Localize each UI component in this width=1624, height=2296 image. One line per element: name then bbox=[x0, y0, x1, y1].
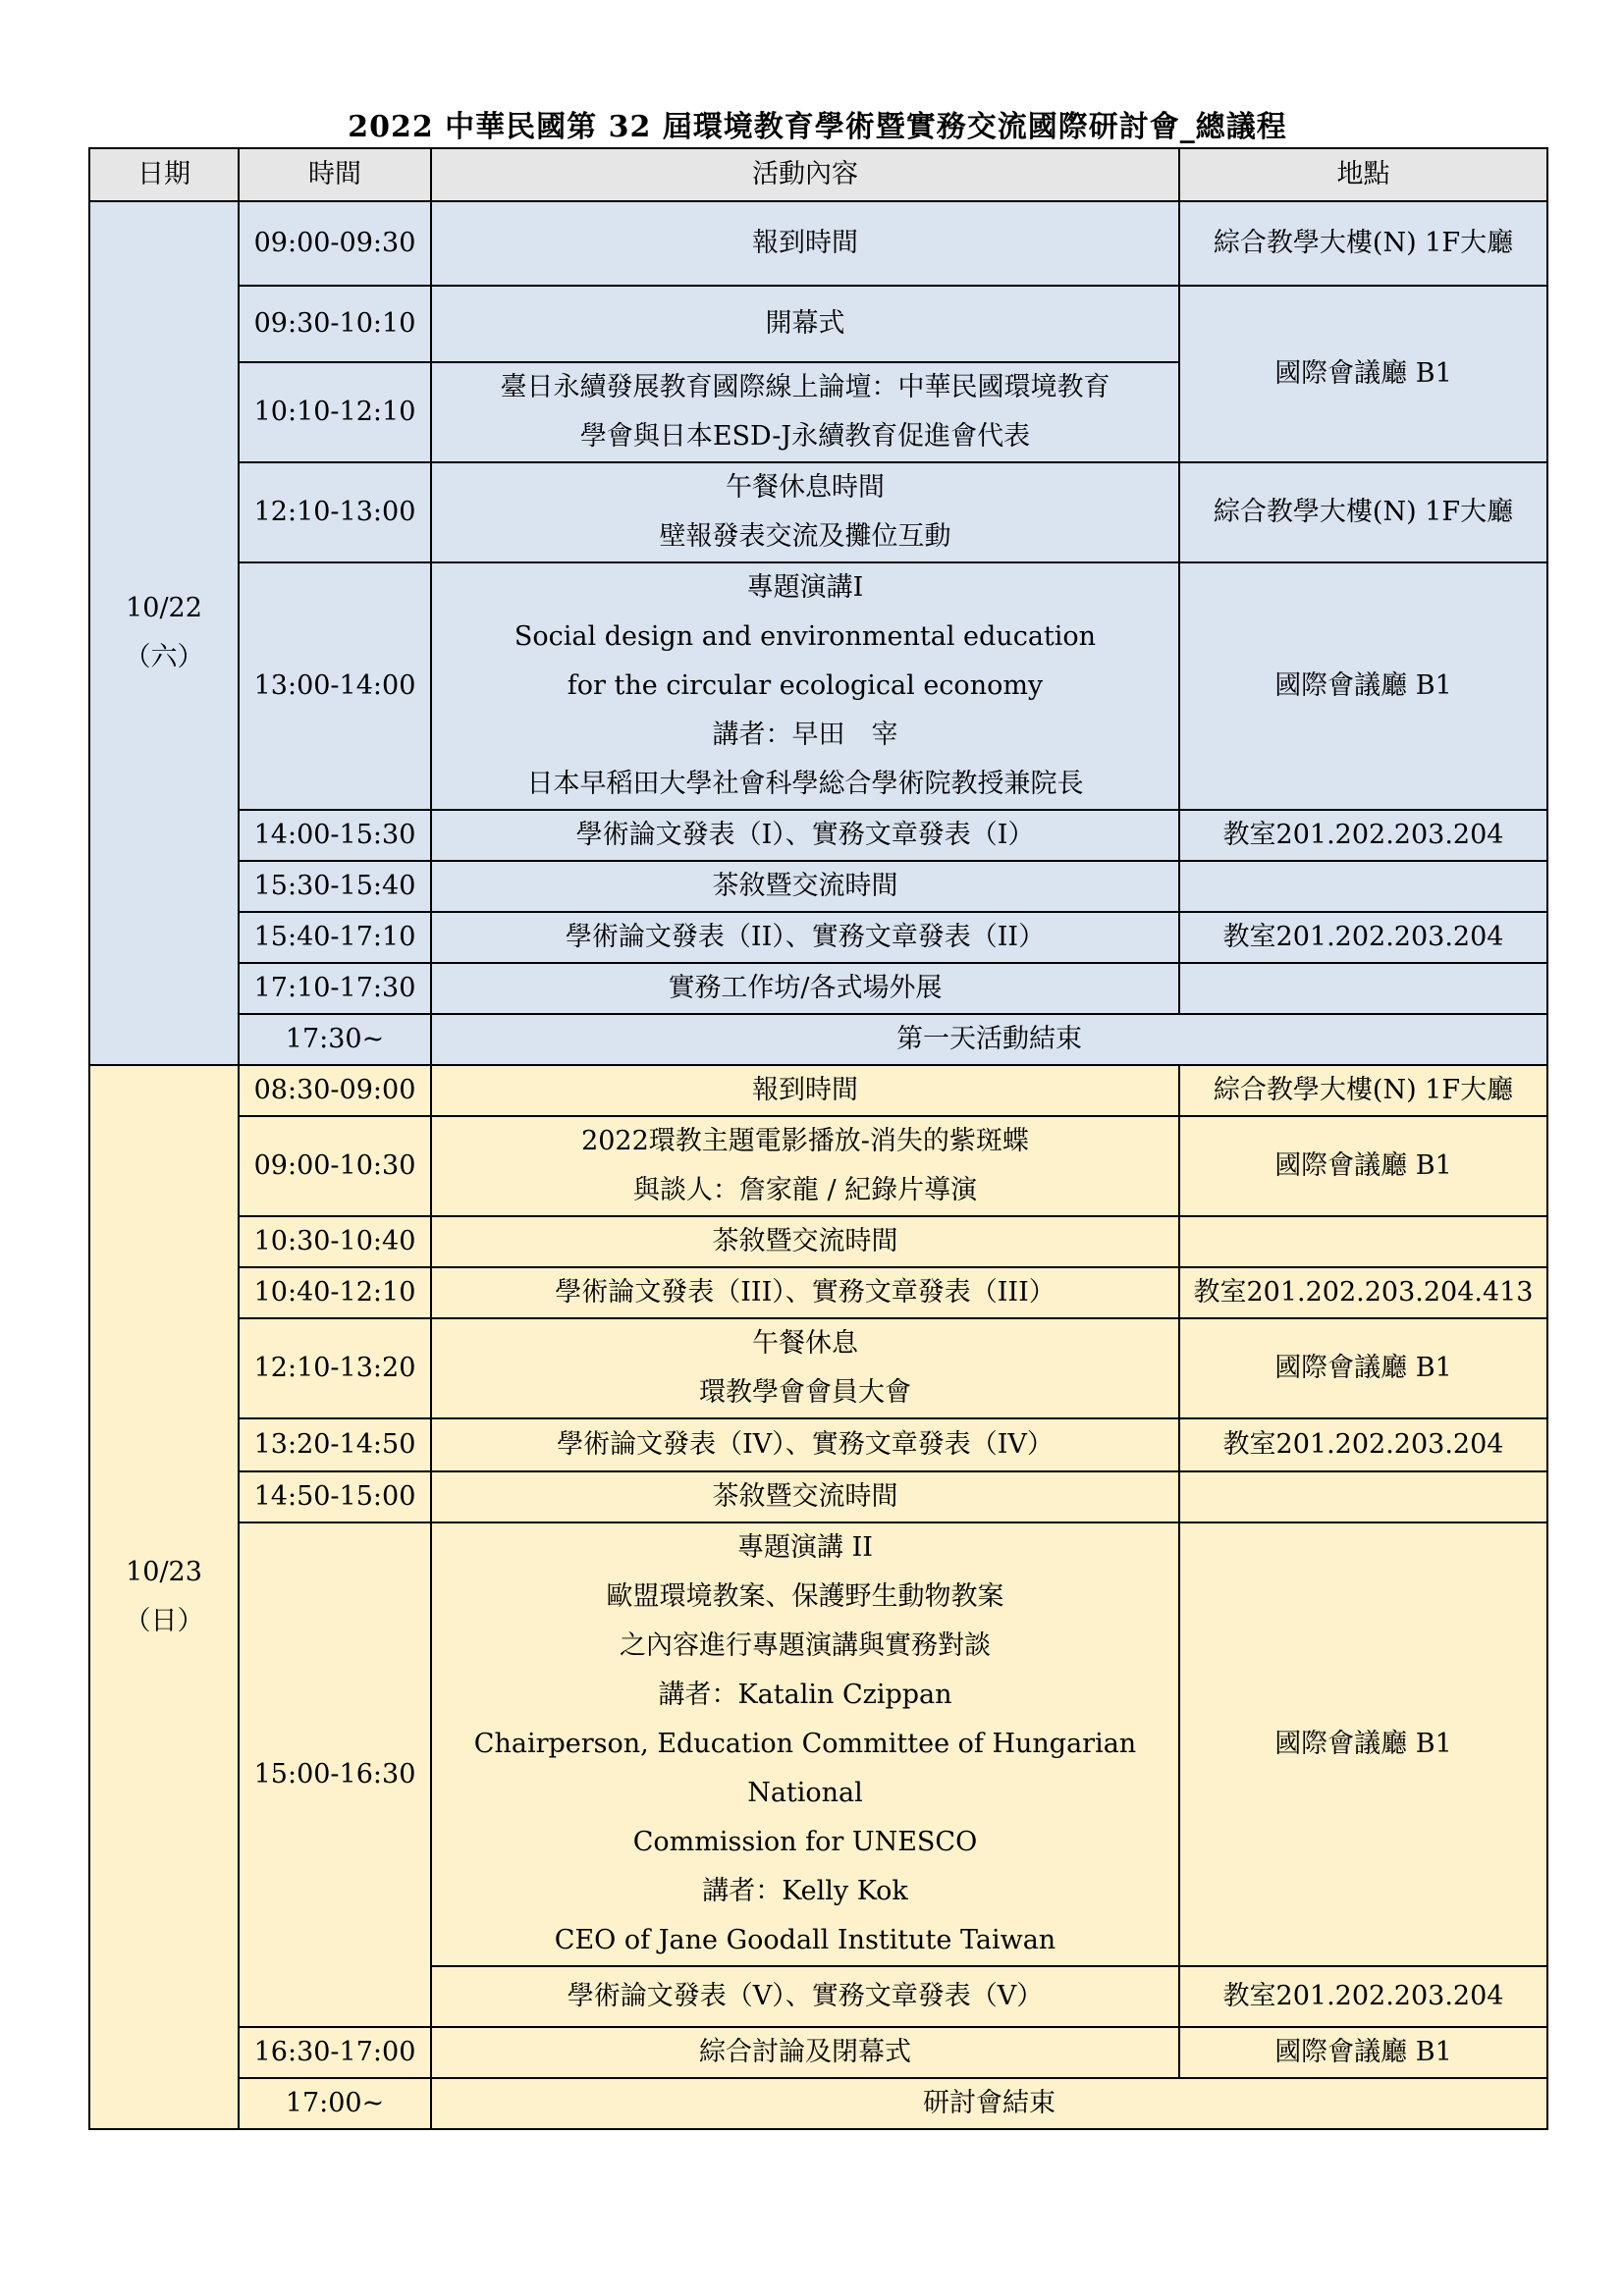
time-cell: 15:00-16:30 bbox=[239, 1522, 431, 2027]
table-row bbox=[89, 963, 1547, 1014]
table-row bbox=[89, 861, 1547, 912]
content-line: 茶敘暨交流時間 bbox=[712, 1226, 898, 1256]
content-line: 學術論文發表（I）、實務文章發表（I） bbox=[575, 820, 1035, 850]
time-cell: 16:30-17:00 bbox=[239, 2027, 431, 2078]
time-cell: 08:30-09:00 bbox=[239, 1065, 431, 1116]
time-cell: 14:00-15:30 bbox=[239, 810, 431, 861]
table-row bbox=[89, 1522, 1547, 1966]
table-row bbox=[89, 912, 1547, 963]
venue-cell bbox=[1179, 963, 1547, 1014]
time-cell: 17:30~ bbox=[239, 1014, 431, 1065]
content-line: 茶敘暨交流時間 bbox=[712, 1481, 898, 1512]
day2-date: 10/23 bbox=[126, 1557, 202, 1587]
content-cell bbox=[431, 1267, 1179, 1318]
content-cell bbox=[431, 1418, 1179, 1471]
time-cell: 09:30-10:10 bbox=[239, 286, 431, 362]
content-cell bbox=[431, 1966, 1179, 2027]
content-line: 報到時間 bbox=[752, 228, 858, 258]
table-row bbox=[89, 2078, 1547, 2129]
table-row bbox=[89, 1014, 1547, 1065]
time-cell: 12:10-13:20 bbox=[239, 1318, 431, 1418]
content-line: for the circular ecological economy bbox=[567, 670, 1044, 701]
content-line: Chairperson, Education Committee of Hungarian National bbox=[473, 1729, 1137, 1808]
day2-weekday: （日） bbox=[124, 1606, 204, 1636]
content-cell bbox=[431, 2078, 1547, 2129]
content-line: 學術論文發表（II）、實務文章發表（II） bbox=[565, 922, 1046, 952]
content-cell bbox=[431, 1318, 1179, 1418]
day1-date-cell bbox=[89, 201, 239, 1065]
content-line: 報到時間 bbox=[752, 1075, 858, 1105]
content-line: 日本早稻田大學社會科學総合學術院教授兼院長 bbox=[526, 769, 1084, 799]
time-cell: 14:50-15:00 bbox=[239, 1471, 431, 1522]
content-line: 第一天活動結束 bbox=[896, 1024, 1082, 1054]
venue-cell: 綜合教學大樓(N) 1F大廳 bbox=[1179, 462, 1547, 562]
content-cell bbox=[431, 1065, 1179, 1116]
table-row bbox=[89, 462, 1547, 562]
content-line: 綜合討論及閉幕式 bbox=[699, 2037, 911, 2067]
content-cell bbox=[431, 201, 1179, 286]
content-cell bbox=[431, 1471, 1179, 1522]
table-row bbox=[89, 1318, 1547, 1418]
content-line: 實務工作坊/各式場外展 bbox=[668, 973, 943, 1003]
content-line: 學術論文發表（IV）、實務文章發表（IV） bbox=[557, 1429, 1054, 1460]
time-cell: 09:00-10:30 bbox=[239, 1116, 431, 1216]
time-cell: 17:10-17:30 bbox=[239, 963, 431, 1014]
time-cell: 12:10-13:00 bbox=[239, 462, 431, 562]
table-row bbox=[89, 810, 1547, 861]
content-cell bbox=[431, 286, 1179, 362]
content-line: 臺日永續發展教育國際線上論壇：中華民國環境教育 bbox=[500, 372, 1110, 402]
venue-cell: 國際會議廳 B1 bbox=[1179, 1522, 1547, 1966]
content-cell bbox=[431, 912, 1179, 963]
content-line: 歐盟環境教案、保護野生動物教案 bbox=[606, 1581, 1004, 1612]
venue-cell bbox=[1179, 1216, 1547, 1267]
content-line: 環教學會會員大會 bbox=[699, 1377, 911, 1408]
venue-cell: 教室201.202.203.204.413 bbox=[1179, 1267, 1547, 1318]
content-line: 研討會結束 bbox=[923, 2088, 1056, 2118]
content-line: 專題演講I bbox=[746, 572, 864, 603]
time-cell: 10:30-10:40 bbox=[239, 1216, 431, 1267]
content-line: 開幕式 bbox=[765, 308, 845, 339]
content-line: 學術論文發表（V）、實務文章發表（V） bbox=[567, 1981, 1044, 2011]
venue-cell: 教室201.202.203.204 bbox=[1179, 1966, 1547, 2027]
header-time: 時間 bbox=[239, 148, 431, 201]
content-line: 學會與日本ESD-J永續教育促進會代表 bbox=[579, 421, 1031, 452]
venue-cell: 教室201.202.203.204 bbox=[1179, 912, 1547, 963]
table-row bbox=[89, 1216, 1547, 1267]
content-line: Social design and environmental education bbox=[514, 621, 1097, 652]
content-cell bbox=[431, 810, 1179, 861]
time-cell: 10:40-12:10 bbox=[239, 1267, 431, 1318]
venue-cell: 國際會議廳 B1 bbox=[1179, 1116, 1547, 1216]
venue-cell bbox=[1179, 861, 1547, 912]
content-cell bbox=[431, 462, 1179, 562]
table-row bbox=[89, 1418, 1547, 1471]
content-line: Commission for UNESCO bbox=[632, 1827, 978, 1857]
page-title: 2022 中華民國第 32 屆環境教育學術暨實務交流國際研討會_總議程 bbox=[348, 110, 1287, 144]
table-row bbox=[89, 562, 1547, 810]
content-line: 講者：Katalin Czippan bbox=[658, 1680, 952, 1710]
day1-weekday: （六） bbox=[124, 642, 204, 672]
table-row bbox=[89, 1267, 1547, 1318]
content-line: 講者：早田 宰 bbox=[712, 720, 898, 750]
content-cell bbox=[431, 861, 1179, 912]
venue-cell: 教室201.202.203.204 bbox=[1179, 1418, 1547, 1471]
content-line: 講者：Kelly Kok bbox=[702, 1876, 908, 1906]
day1-date: 10/22 bbox=[126, 593, 202, 623]
day2-date-cell bbox=[89, 1065, 239, 2129]
content-cell bbox=[431, 1116, 1179, 1216]
content-cell bbox=[431, 1522, 1179, 1966]
content-cell bbox=[431, 2027, 1179, 2078]
table-row bbox=[89, 1116, 1547, 1216]
header-row bbox=[89, 148, 1547, 201]
venue-cell: 國際會議廳 B1 bbox=[1179, 562, 1547, 810]
venue-cell: 綜合教學大樓(N) 1F大廳 bbox=[1179, 201, 1547, 286]
time-cell: 09:00-09:30 bbox=[239, 201, 431, 286]
content-line: 2022環教主題電影播放-消失的紫斑蝶 bbox=[581, 1126, 1029, 1156]
table-row bbox=[89, 286, 1547, 362]
venue-cell bbox=[1179, 1471, 1547, 1522]
table-row bbox=[89, 1471, 1547, 1522]
content-line: CEO of Jane Goodall Institute Taiwan bbox=[554, 1925, 1056, 1955]
time-cell: 15:30-15:40 bbox=[239, 861, 431, 912]
time-cell: 13:20-14:50 bbox=[239, 1418, 431, 1471]
venue-cell: 國際會議廳 B1 bbox=[1179, 2027, 1547, 2078]
venue-cell: 國際會議廳 B1 bbox=[1179, 286, 1547, 462]
venue-cell: 教室201.202.203.204 bbox=[1179, 810, 1547, 861]
content-cell bbox=[431, 1014, 1547, 1065]
content-cell bbox=[431, 963, 1179, 1014]
content-cell bbox=[431, 562, 1179, 810]
content-line: 與談人：詹家龍 / 紀錄片導演 bbox=[632, 1175, 978, 1205]
table-row bbox=[89, 201, 1547, 286]
header-venue: 地點 bbox=[1179, 148, 1547, 201]
content-line: 壁報發表交流及攤位互動 bbox=[659, 521, 951, 552]
time-cell: 15:40-17:10 bbox=[239, 912, 431, 963]
content-line: 專題演講 II bbox=[737, 1532, 873, 1563]
agenda-table bbox=[88, 147, 1548, 2130]
venue-cell: 綜合教學大樓(N) 1F大廳 bbox=[1179, 1065, 1547, 1116]
header-content: 活動內容 bbox=[431, 148, 1179, 201]
content-line: 學術論文發表（III）、實務文章發表（III） bbox=[555, 1277, 1056, 1308]
header-date: 日期 bbox=[89, 148, 239, 201]
time-cell: 13:00-14:00 bbox=[239, 562, 431, 810]
content-line: 午餐休息 bbox=[752, 1328, 858, 1359]
content-cell bbox=[431, 362, 1179, 462]
venue-cell: 國際會議廳 B1 bbox=[1179, 1318, 1547, 1418]
content-line: 茶敘暨交流時間 bbox=[712, 871, 898, 901]
time-cell: 17:00~ bbox=[239, 2078, 431, 2129]
table-row bbox=[89, 2027, 1547, 2078]
table-row bbox=[89, 1065, 1547, 1116]
content-cell bbox=[431, 1216, 1179, 1267]
content-line: 午餐休息時間 bbox=[726, 472, 885, 503]
time-cell: 10:10-12:10 bbox=[239, 362, 431, 462]
content-line: 之內容進行專題演講與實務對談 bbox=[620, 1630, 991, 1661]
